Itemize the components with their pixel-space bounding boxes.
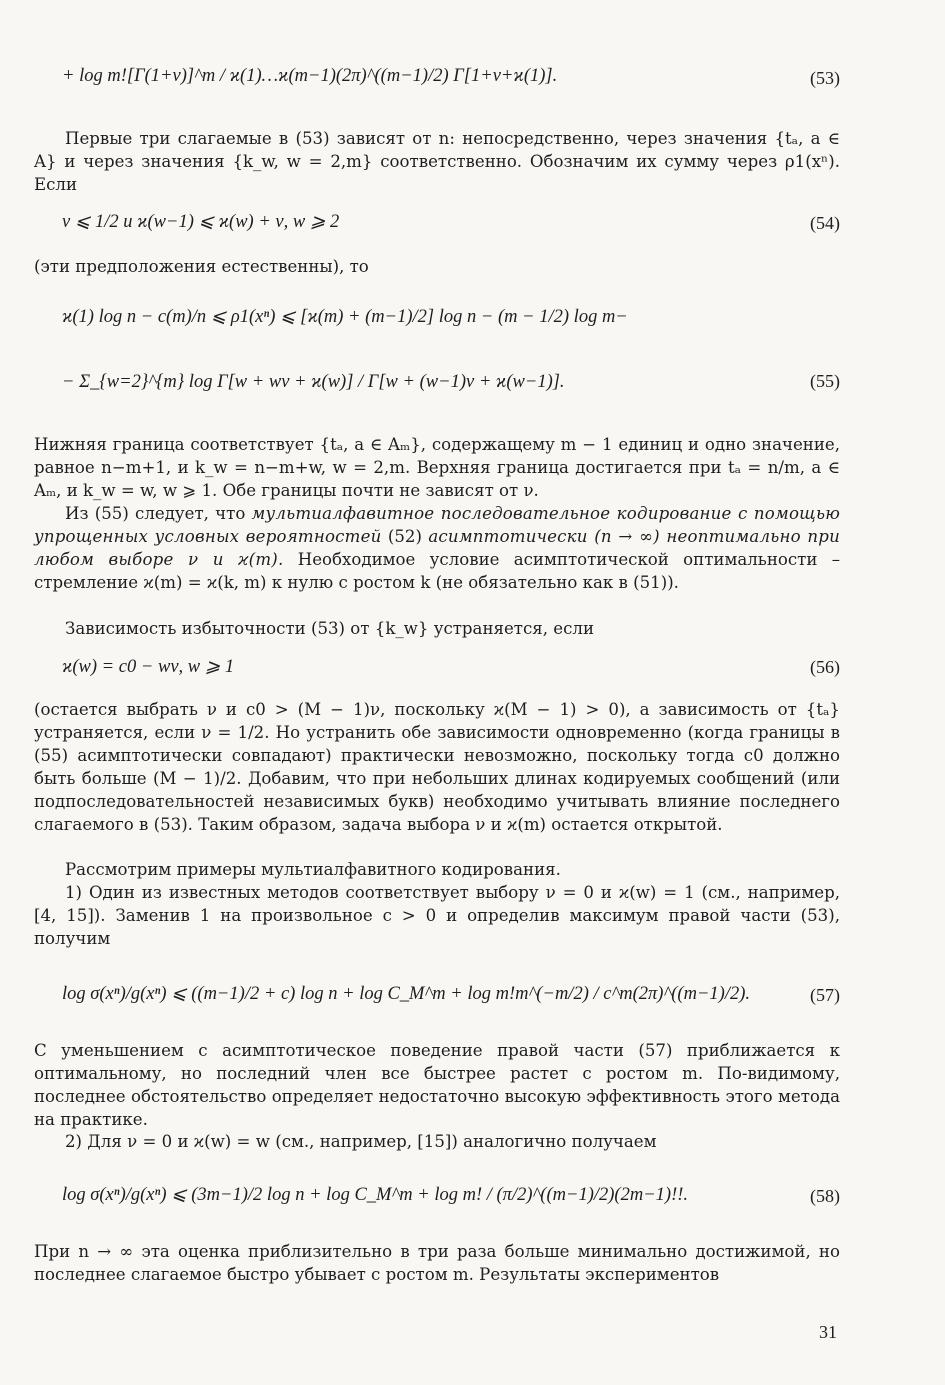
paragraph-text: С уменьшением c асимптотическое поведение правой части (57) приближается к оптимальному, но последний член все быстрее растет с ростом m. По-видимому, последнее обстоятельство определяет недостаточно высокую эффективность этого метода на практике. <box>34 1041 840 1129</box>
equation-number-57: (57) <box>810 985 840 1005</box>
equation-55-line-2: − Σ_{w=2}^{m} log Γ[w + wν + ϰ(w)] / Γ[w + (w−1)ν + ϰ(w−1)]. <box>62 372 565 392</box>
paragraph <box>34 858 840 881</box>
paragraph-text: Необходимое условие асимптотической оптимальности – стремление ϰ(m) = ϰ(k, m) к нулю с ростом k (не обязательно как в (51)). <box>34 550 840 592</box>
emphasis-text: асимптотически (n → ∞) неоптимально при любом выборе ν и ϰ(m). <box>34 527 840 569</box>
paragraph <box>34 698 840 836</box>
paragraph-text: Нижняя граница соответствует {tₐ, a ∈ Aₘ}, содержащему m − 1 единиц и одно значение, равное n−m+1, и k_w = n−m+w, w = 2,m. Верхняя граница достигается при tₐ = n/m, a ∈ Aₘ, и k_w = w, w ⩾ 1. Обе границы почти не зависят от ν. <box>34 435 840 500</box>
equation-number-54: (54) <box>810 213 840 233</box>
paragraph-text: Первые три слагаемые в (53) зависят от n: непосредственно, через значения {tₐ, a ∈ A} и через значения {k_w, w = 2,m} соответственно. Обозначим их сумму через ρ1(xⁿ). Если <box>34 129 840 194</box>
paragraph-text: (остается выбрать ν и c0 > (M − 1)ν, поскольку ϰ(M − 1) > 0), а зависимость от {tₐ} устраняется, если ν = 1/2. Но устранить обе зависимости одновременно (когда границы в (55) асимптотически совпадают) практически невозможно, поскольку тогда c0 должно быть больше (M − 1)/2. Добавим, что при небольших длинах кодируемых сообщений (или подпоследовательностей независимых букв) необходимо учитывать влияние последнего слагаемого в (53). Таким образом, задача выбора ν и ϰ(m) остается открытой. <box>34 700 840 834</box>
paragraph-text: Рассмотрим примеры мультиалфавитного кодирования. <box>65 860 561 879</box>
paragraph-text: Зависимость избыточности (53) от {k_w} устраняется, если <box>65 619 595 638</box>
paragraph-text: (эти предположения естественны), то <box>34 257 369 276</box>
paragraph <box>34 1130 840 1153</box>
equation-number-55: (55) <box>810 371 840 391</box>
paragraph <box>34 433 840 502</box>
equation-57: log σ(xⁿ)/g(xⁿ) ⩽ ((m−1)/2 + c) log n + log C_M^m + log m!m^(−m/2) / c^m(2π)^((m−1)/2). <box>62 984 751 1004</box>
equation-58: log σ(xⁿ)/g(xⁿ) ⩽ (3m−1)/2 log n + log C_M^m + log m! / (π/2)^((m−1)/2)(2m−1)!!. <box>62 1185 689 1205</box>
paragraph <box>34 1039 840 1131</box>
paragraph-text: (52) <box>381 527 429 546</box>
paragraph <box>34 127 840 196</box>
equation-53: + log m![Γ(1+ν)]^m / ϰ(1)…ϰ(m−1)(2π)^((m−1)/2) Γ[1+ν+ϰ(1)]. <box>62 66 558 86</box>
page-number: 31 <box>819 1322 837 1342</box>
paragraph-text: 2) Для ν = 0 и ϰ(w) = w (см., например, [15]) аналогично получаем <box>65 1132 657 1151</box>
paragraph-text: Из (55) следует, что <box>65 504 252 523</box>
equation-55-line-1: ϰ(1) log n − c(m)/n ⩽ ρ1(xⁿ) ⩽ [ϰ(m) + (m−1)/2] log n − (m − 1/2) log m− <box>62 307 628 327</box>
paragraph <box>34 881 840 950</box>
paragraph <box>34 1240 840 1286</box>
equation-number-56: (56) <box>810 657 840 677</box>
equation-number-53: (53) <box>810 68 840 88</box>
equation-56: ϰ(w) = c0 − wν, w ⩾ 1 <box>62 657 235 677</box>
equation-54: ν ⩽ 1/2 и ϰ(w−1) ⩽ ϰ(w) + ν, w ⩾ 2 <box>62 212 340 232</box>
paragraph-text: При n → ∞ эта оценка приблизительно в три раза больше минимально достижимой, но последнее слагаемое быстро убывает с ростом m. Результаты экспериментов <box>34 1242 840 1284</box>
paragraph <box>34 617 840 640</box>
equation-number-58: (58) <box>810 1186 840 1206</box>
paragraph-text: 1) Один из известных методов соответствует выбору ν = 0 и ϰ(w) = 1 (см., например, [4, 15]). Заменив 1 на произвольное c > 0 и определив максимум правой части (53), получим <box>34 883 840 948</box>
paragraph <box>34 502 840 594</box>
emphasis-text: мультиалфавитное последовательное кодирование с помощью упрощенных условных вероятностей <box>34 504 841 546</box>
paragraph <box>34 255 840 278</box>
